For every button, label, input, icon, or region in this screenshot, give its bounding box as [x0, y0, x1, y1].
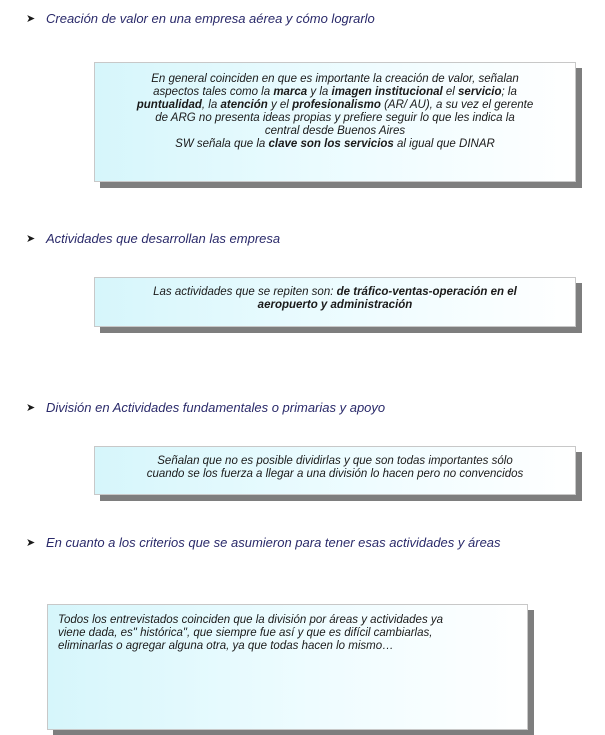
heading-text: División en Actividades fundamentales o primarias y apoyo	[46, 400, 386, 415]
arrow-bullet-icon: ➤	[26, 13, 36, 25]
text-box-criterios	[47, 604, 528, 730]
box-line: aspectos tales como la marca y la imagen institucional el servicio; la	[153, 86, 517, 98]
text-box-division	[94, 446, 576, 495]
box-line: cuando se los fuerza a llegar a una división lo hacen pero no convencidos	[146, 468, 524, 480]
arrow-bullet-icon: ➤	[26, 537, 36, 549]
arrow-bullet-icon: ➤	[26, 402, 36, 414]
arrow-bullet-icon: ➤	[26, 233, 36, 245]
heading-criterios	[26, 535, 501, 550]
heading-creacion-valor	[26, 11, 375, 26]
box-line: eliminarlas o agregar alguna otra, ya que todas hacen lo mismo…	[58, 640, 394, 652]
heading-text: Creación de valor en una empresa aérea y cómo lograrlo	[46, 11, 375, 26]
text-box-creacion-valor	[94, 62, 576, 182]
heading-text: En cuanto a los criterios que se asumieron para tener esas actividades y áreas	[46, 535, 501, 550]
box-line: En general coinciden en que es importante la creación de valor, señalan	[151, 73, 519, 85]
box-line: Todos los entrevistados coinciden que la división por áreas y actividades ya	[58, 614, 444, 626]
box-line: viene dada, es" histórica", que siempre fue así y que es difícil cambiarlas,	[58, 627, 433, 639]
heading-text: Actividades que desarrollan las empresa	[46, 231, 281, 246]
text-box-actividades	[94, 277, 576, 327]
box-line: puntualidad, la atención y el profesionalismo (AR/ AU), a su vez el gerente	[136, 99, 534, 111]
box-line: SW señala que la clave son los servicios al igual que DINAR	[175, 138, 495, 150]
box-line: Señalan que no es posible dividirlas y que son todas importantes sólo	[157, 455, 513, 467]
box-line: Las actividades que se repiten son: de tráfico-ventas-operación en el	[153, 286, 517, 298]
box-line: aeropuerto y administración	[257, 299, 413, 311]
heading-division	[26, 400, 385, 415]
box-line: central desde Buenos Aires	[264, 125, 406, 137]
heading-actividades	[26, 231, 280, 246]
box-line: de ARG no presenta ideas propias y prefiere seguir lo que les indica la	[155, 112, 515, 124]
